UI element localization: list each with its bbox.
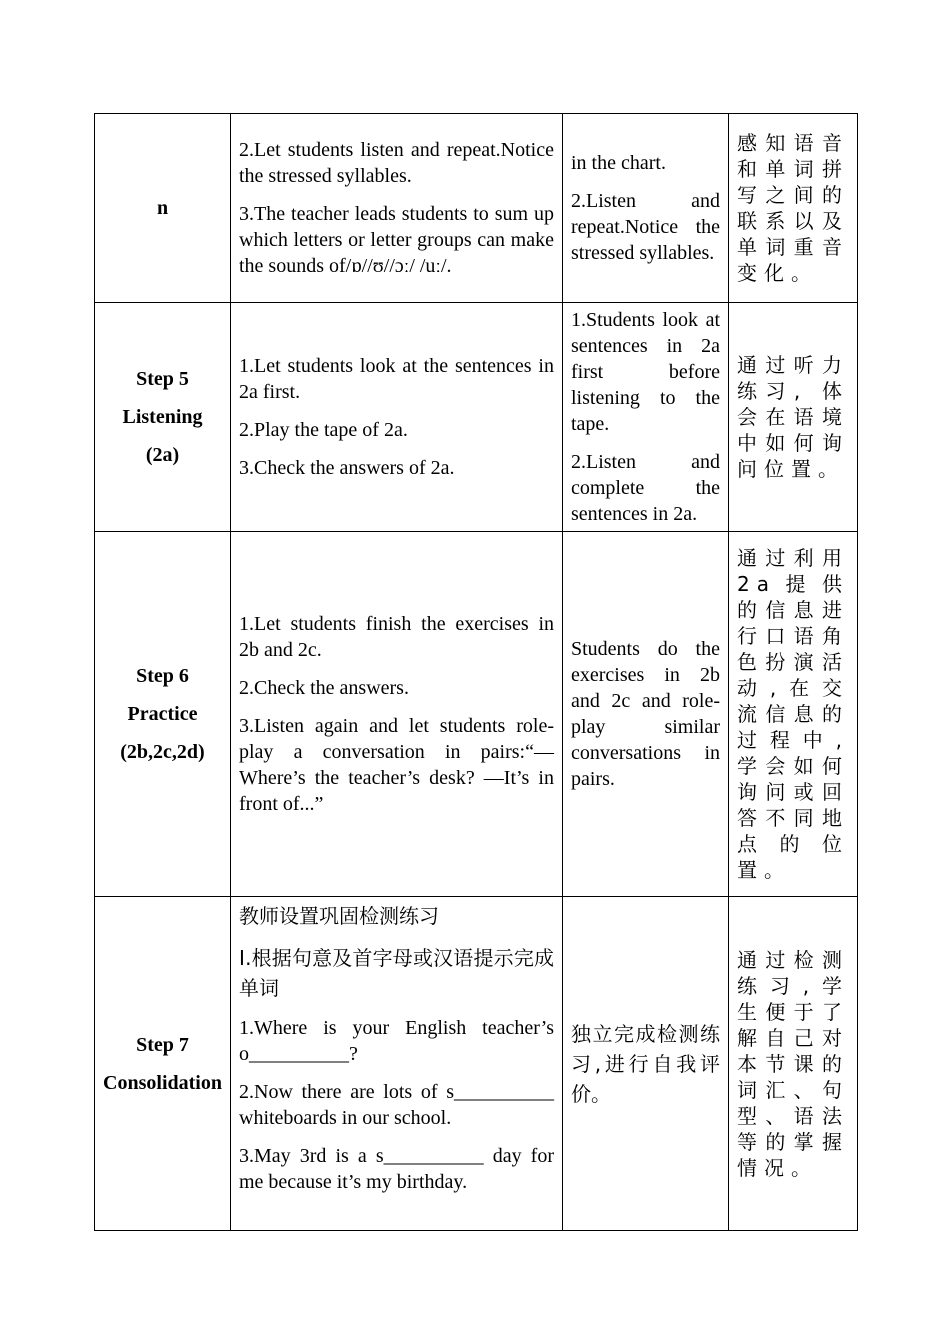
purpose-cell: 感知语音和单词拼写之间的联系以及单词重音变化。 <box>729 114 858 303</box>
procedure-item: 3.Check the answers of 2a. <box>239 457 455 479</box>
activity-item: Students do the exercises in 2b and 2c and role-play similar conversations in pairs. <box>571 638 720 790</box>
step-cell <box>95 303 231 532</box>
step-section: (2b,2c,2d) <box>120 741 205 763</box>
table-row <box>95 114 858 303</box>
activities-cell <box>563 532 729 897</box>
step-number: Step 5 <box>136 368 189 390</box>
step-title: n <box>156 197 169 219</box>
step-title: Consolidation <box>103 1071 222 1094</box>
step-number: Step 6 <box>136 665 189 687</box>
procedure-item: 1.Let students finish the exercises in 2b and 2c. <box>239 613 554 661</box>
purpose-cell: 通过检测练习,学生便于了解自己对本节课的词汇、句型、语法等的掌握情况。 <box>729 897 858 1231</box>
step-title: Listening <box>122 406 203 428</box>
procedure-item: 2.Let students listen and repeat.Notice the stressed syllables. <box>239 139 554 187</box>
step-title: Practice <box>127 703 198 725</box>
activity-item: 2.Listen and complete the sentences in 2a. <box>571 451 720 525</box>
procedure-item: 1.Let students look at the sentences in 2a first. <box>239 355 554 403</box>
activity-item: 2.Listen and repeat.Notice the stressed syllables. <box>571 190 720 264</box>
table-row <box>95 897 858 1231</box>
step-cell <box>95 897 231 1231</box>
activities-cell <box>563 303 729 532</box>
table-row <box>95 303 858 532</box>
exercise-item: 1.Where is your English teacher’s o__________? <box>239 1017 554 1065</box>
exercise-item: 2.Now there are lots of s__________ whiteboards in our school. <box>239 1081 554 1129</box>
lesson-plan-table <box>94 113 858 1231</box>
step-section: (2a) <box>145 444 180 466</box>
purpose-cell: 通过听力练习, 体会在语境中如何询问位置。 <box>729 303 858 532</box>
activity-item: in the chart. <box>571 152 666 174</box>
activity-item: 独立完成检测练习,进行自我评价。 <box>571 1021 720 1106</box>
purpose-cell: 通过利用2a提供的信息进行口语角色扮演活动,在交流信息的过程中,学会如何询问或回答不同地点的位置。 <box>729 532 858 897</box>
step-cell <box>95 114 231 303</box>
exercise-item: 3.May 3rd is a s__________ day for me because it’s my birthday. <box>239 1145 554 1193</box>
procedure-cell <box>231 532 563 897</box>
table-row <box>95 532 858 897</box>
procedure-item: 2.Check the answers. <box>239 677 409 699</box>
step-cell <box>95 532 231 897</box>
procedure-item: 2.Play the tape of 2a. <box>239 419 408 441</box>
procedure-cell <box>231 897 563 1231</box>
activity-item: 1.Students look at sentences in 2a first before listening to the tape. <box>571 309 720 435</box>
procedure-instruction: Ⅰ.根据句意及首字母或汉语提示完成单词 <box>239 946 554 1000</box>
activities-cell <box>563 897 729 1231</box>
procedure-cell <box>231 303 563 532</box>
procedure-item: 3.The teacher leads students to sum up which letters or letter groups can make the sounds of/ɒ//ʊ//ɔː/ /uː/. <box>239 203 554 277</box>
procedure-heading: 教师设置巩固检测练习 <box>239 904 439 928</box>
procedure-item: 3.Listen again and let students role-play a conversation in pairs:“—Where’s the teacher’s desk? —It’s in front of...” <box>239 715 554 815</box>
procedure-cell <box>231 114 563 303</box>
activities-cell <box>563 114 729 303</box>
step-number: Step 7 <box>136 1033 189 1056</box>
